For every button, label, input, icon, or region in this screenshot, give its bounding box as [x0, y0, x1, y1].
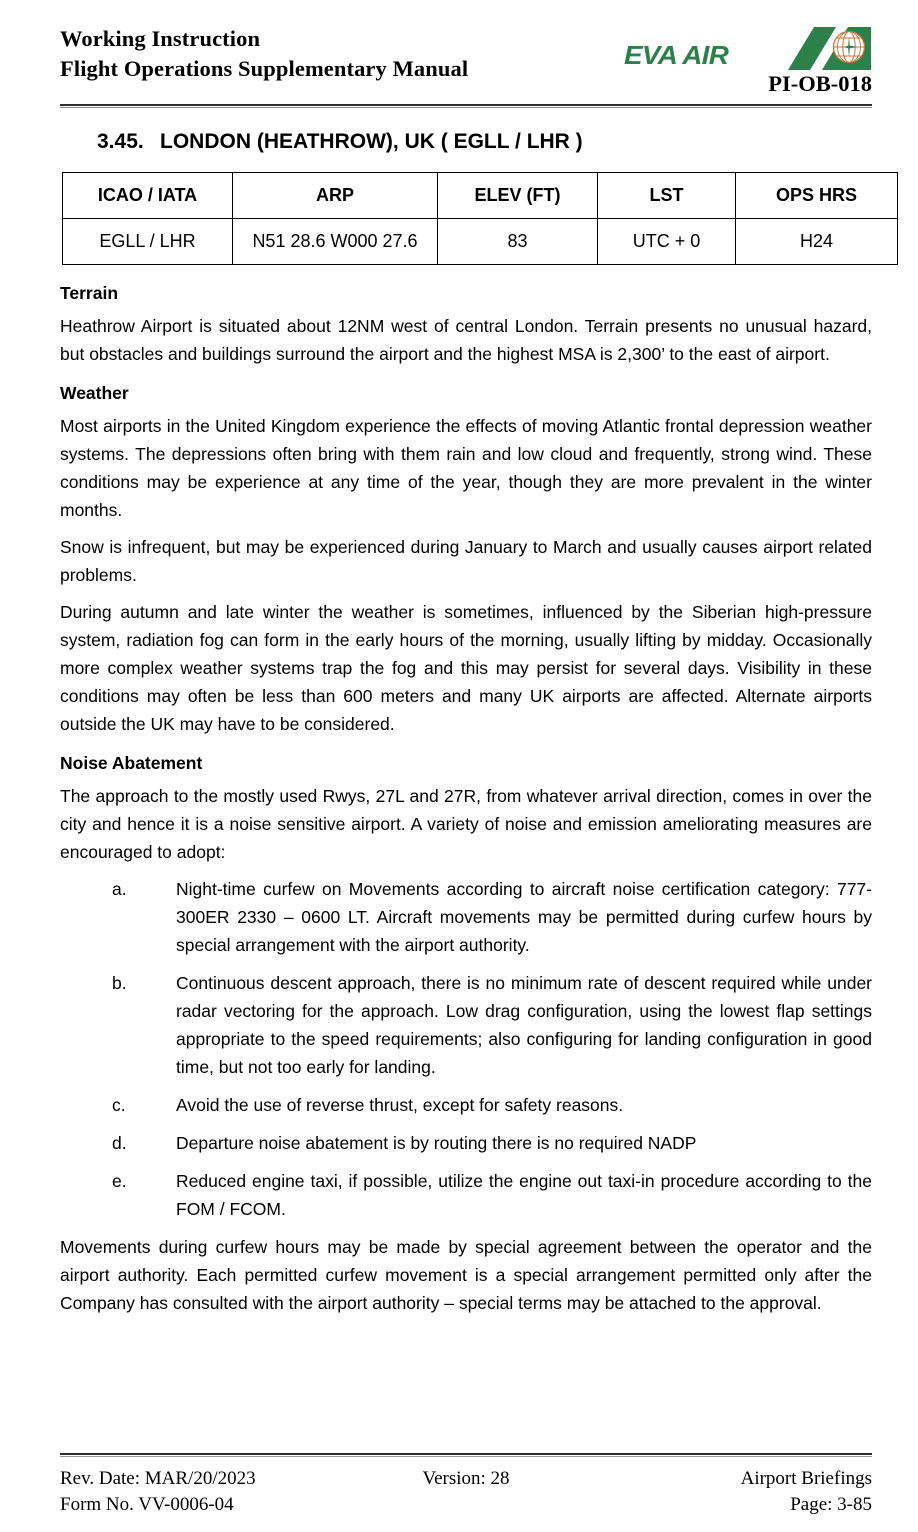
- page-header: [60, 24, 872, 106]
- footer-page-number: Page: 3-85: [790, 1494, 872, 1515]
- footer-rev-date: Rev. Date: MAR/20/2023: [60, 1468, 256, 1489]
- document-id: PI-OB-018: [768, 71, 872, 96]
- airline-tail-fin-globe-icon: [788, 26, 872, 70]
- header-title-block: [60, 24, 468, 84]
- list-item-text: Continuous descent approach, there is no minimum rate of descent required while under radar vectoring for the approach. Low drag configuration, using the lowest flap settings appropriate to the speed requirements; also configuring for landing configuration in good time, but not too early for landing.: [176, 973, 872, 1077]
- cell-ops-hrs: H24: [736, 219, 898, 265]
- list-item: [60, 1091, 872, 1119]
- footer-row-bottom: [60, 1492, 872, 1518]
- weather-paragraph-1: Most airports in the United Kingdom experience the effects of moving Atlantic frontal depression weather systems. The depressions often bring with them rain and low cloud and frequently, strong wind. These conditions may be experience at any time of the year, though they are more prevalent in the winter months.: [60, 416, 872, 520]
- table-header-row: [63, 173, 898, 219]
- cell-lst: UTC + 0: [598, 219, 736, 265]
- document-body: [60, 282, 872, 1326]
- cell-elev: 83: [438, 219, 598, 265]
- column-header-icao-iata: ICAO / IATA: [63, 173, 233, 219]
- airport-info-table: [62, 172, 898, 265]
- list-item: [60, 1167, 872, 1223]
- footer-briefings: Airport Briefings: [740, 1468, 872, 1489]
- table-row: [63, 219, 898, 265]
- list-item: [60, 875, 872, 959]
- noise-abatement-measures-list: [60, 875, 872, 1223]
- footer-divider: [60, 1453, 872, 1458]
- cell-icao-iata: EGLL / LHR: [63, 219, 233, 265]
- page-footer: [60, 1466, 872, 1518]
- footer-row-top: [60, 1466, 872, 1492]
- footer-form-no: Form No. VV-0006-04: [60, 1494, 234, 1515]
- noise-abatement-intro: The approach to the mostly used Rwys, 27L and 27R, from whatever arrival direction, comes in over the city and hence it is a noise sensitive airport. A variety of noise and emission ameliorating measures are encouraged to adopt:: [60, 786, 872, 862]
- list-item: [60, 969, 872, 1081]
- column-header-lst: LST: [598, 173, 736, 219]
- header-divider: [60, 104, 872, 109]
- eva-air-logo: [624, 26, 872, 72]
- section-number: 3.45.: [97, 130, 144, 153]
- header-title-line2: Flight Operations Supplementary Manual: [60, 56, 469, 81]
- list-item: [60, 1129, 872, 1157]
- list-item-marker: e.: [112, 1171, 127, 1191]
- eva-air-wordmark: EVA AIR: [624, 40, 729, 70]
- list-item-text: Reduced engine taxi, if possible, utilize the engine out taxi-in procedure according to the FOM / FCOM.: [176, 1171, 872, 1219]
- list-item-text: Night-time curfew on Movements according to aircraft noise certification category: 777-300ER 2330 – 0600 LT. Aircraft movements may be permitted during curfew hours by special arrangement with the airport authority.: [176, 879, 872, 955]
- footer-version: Version: 28: [422, 1468, 510, 1489]
- section-title-text: LONDON (HEATHROW), UK ( EGLL / LHR ): [160, 130, 583, 153]
- terrain-paragraph-1: Heathrow Airport is situated about 12NM west of central London. Terrain presents no unusual hazard, but obstacles and buildings surround the airport and the highest MSA is 2,300’ to the east of airport.: [60, 316, 872, 364]
- weather-paragraph-3: During autumn and late winter the weather is sometimes, influenced by the Siberian high-pressure system, radiation fog can form in the early hours of the morning, usually lifting by midday. Occasionally more complex weather systems trap the fog and this may persist for several days. Visibility in these conditions may often be less than 600 meters and many UK airports are affected. Alternate airports outside the UK may have to be considered.: [60, 602, 872, 734]
- noise-abatement-closing-paragraph: Movements during curfew hours may be made by special agreement between the operator and the airport authority. Each permitted curfew movement is a special arrangement permitted only after the Company has consulted with the airport authority – special terms may be attached to the approval.: [60, 1237, 872, 1313]
- column-header-ops-hrs: OPS HRS: [736, 173, 898, 219]
- list-item-marker: a.: [112, 879, 127, 899]
- column-header-arp: ARP: [233, 173, 438, 219]
- subsection-heading-noise-abatement: Noise Abatement: [60, 753, 203, 773]
- subsection-heading-terrain: Terrain: [60, 283, 119, 303]
- section-heading: [60, 129, 872, 155]
- list-item-marker: d.: [112, 1133, 127, 1153]
- header-title-line1: Working Instruction: [60, 26, 261, 51]
- subsection-heading-weather: Weather: [60, 383, 129, 403]
- list-item-text: Departure noise abatement is by routing there is no required NADP: [176, 1133, 697, 1153]
- column-header-elev: ELEV (FT): [438, 173, 598, 219]
- list-item-text: Avoid the use of reverse thrust, except for safety reasons.: [176, 1095, 624, 1115]
- list-item-marker: b.: [112, 973, 127, 993]
- weather-paragraph-2: Snow is infrequent, but may be experienced during January to March and usually causes airport related problems.: [60, 537, 872, 585]
- list-item-marker: c.: [112, 1095, 126, 1115]
- cell-arp: N51 28.6 W000 27.6: [233, 219, 438, 265]
